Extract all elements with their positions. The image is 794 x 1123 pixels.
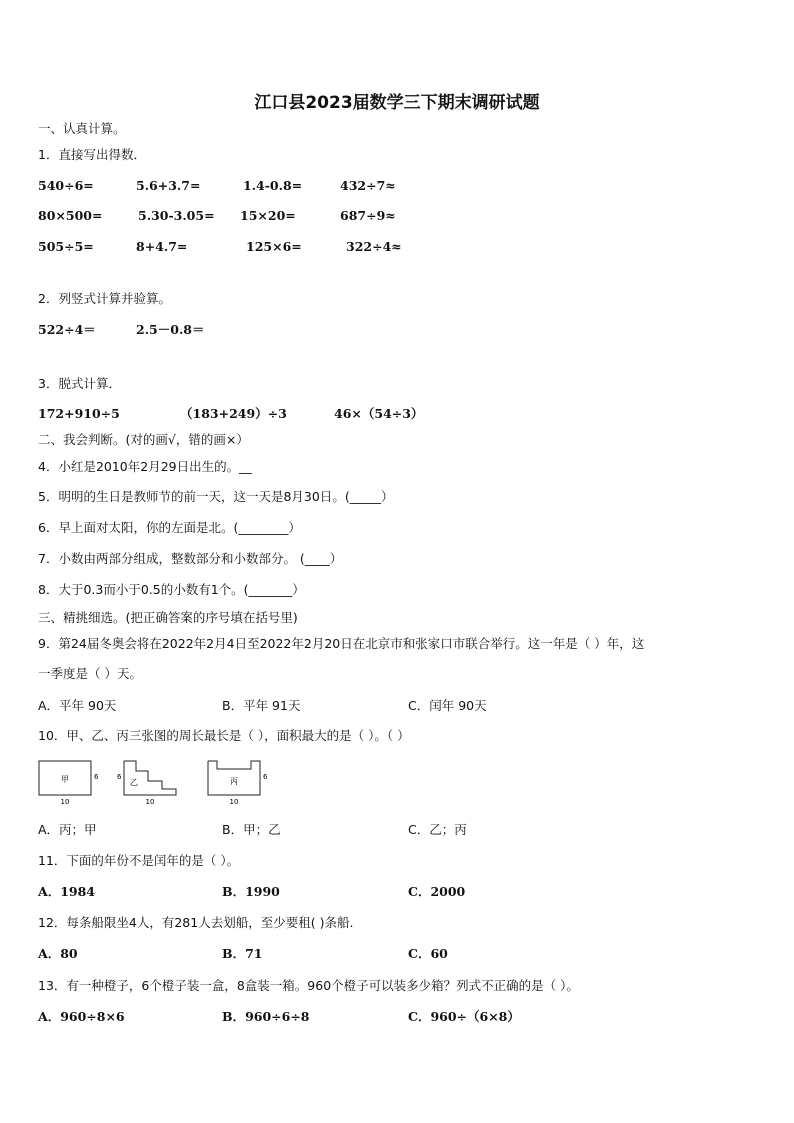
option-a: A．80 [38, 946, 78, 961]
question-9-text-cont: 一季度是（ ）天。 [38, 666, 142, 681]
question-12-text: 12．每条船限坐4人，有281人去划船，至少要租( )条船. [38, 915, 354, 930]
shape-jia-height: 6 [94, 773, 99, 781]
option-b: B．960÷6÷8 [222, 1009, 310, 1024]
question-13-text: 13．有一种橙子，6个橙子装一盒，8盒装一箱。960个橙子可以装多少箱？列式不正确的是（ ）。 [38, 978, 579, 993]
judge-item: 7．小数由两部分组成，整数部分和小数部分。 (____） [38, 551, 343, 566]
shape-figures-svg [38, 757, 278, 809]
option-b: B．平年 91天 [222, 698, 301, 713]
option-a: A．丙；甲 [38, 822, 97, 837]
calc-item: 5.6+3.7= [136, 178, 201, 193]
section-heading-3: 三、精挑细选。(把正确答案的序号填在括号里) [38, 610, 298, 625]
judge-item: 5．明明的生日是教师节的前一天，这一天是8月30日。(_____） [38, 489, 394, 504]
calc-item: 2.5－0.8＝ [136, 322, 205, 337]
calc-item: 172+910÷5 [38, 406, 120, 421]
judge-item: 4．小红是2010年2月29日出生的。__ [38, 459, 252, 474]
option-c: C．乙；丙 [408, 822, 467, 837]
calc-item: 540÷6= [38, 178, 94, 193]
calc-item: 5.30-3.05= [138, 208, 215, 223]
calc-item: 8+4.7= [136, 239, 188, 254]
option-c: C．960÷（6×8） [408, 1009, 520, 1024]
calc-item: 505÷5= [38, 239, 94, 254]
calc-item: 125×6= [246, 239, 302, 254]
shape-jia-label: 甲 [61, 775, 69, 784]
calc-item: 322÷4≈ [346, 239, 402, 254]
shape-bing-width: 10 [229, 798, 239, 806]
option-b: B．1990 [222, 884, 280, 899]
option-a: A．平年 90天 [38, 698, 117, 713]
calc-item: 46×（54÷3） [334, 406, 424, 421]
section-heading-1: 一、认真计算。 [38, 121, 126, 136]
option-a: A．1984 [38, 884, 95, 899]
question-11-text: 11．下面的年份不是闰年的是（ ）。 [38, 853, 240, 868]
shape-bing-height: 6 [263, 773, 268, 781]
calc-item: （183+249）÷3 [180, 406, 287, 421]
question-3-label: 3．脱式计算． [38, 376, 121, 391]
calc-item: 15×20= [240, 208, 296, 223]
question-1-label: 1．直接写出得数． [38, 147, 146, 162]
option-c: C．2000 [408, 884, 466, 899]
option-b: B．甲；乙 [222, 822, 281, 837]
shape-figures [38, 757, 278, 812]
calc-item: 432÷7≈ [340, 178, 396, 193]
calc-item: 522÷4＝ [38, 322, 96, 337]
shape-bing-label: 丙 [230, 777, 238, 786]
shape-yi-label: 乙 [130, 778, 138, 787]
calc-item: 687÷9≈ [340, 208, 396, 223]
option-c: C．闰年 90天 [408, 698, 487, 713]
judge-item: 8．大于0.3而小于0.5的小数有1个。(_______） [38, 582, 305, 597]
shape-yi-width: 10 [145, 798, 155, 806]
question-2-label: 2．列竖式计算并验算。 [38, 291, 171, 306]
calc-item: 80×500= [38, 208, 103, 223]
section-heading-2: 二、我会判断。(对的画√，错的画×） [38, 432, 249, 447]
judge-item: 6．早上面对太阳，你的左面是北。(________） [38, 520, 301, 535]
option-b: B．71 [222, 946, 263, 961]
shape-jia-width: 10 [60, 798, 70, 806]
option-a: A．960÷8×6 [38, 1009, 125, 1024]
page-title: 江口县2023届数学三下期末调研试题 [254, 93, 540, 113]
shape-yi-height: 6 [117, 773, 122, 781]
option-c: C．60 [408, 946, 448, 961]
question-9-text: 9．第24届冬奥会将在2022年2月4日至2022年2月20日在北京市和张家口市联合举行。这一年是（ ）年，这 [38, 636, 645, 651]
question-10-text: 10．甲、乙、丙三张图的周长最长是（ ），面积最大的是（ ）。（ ） [38, 728, 410, 743]
calc-item: 1.4-0.8= [243, 178, 303, 193]
